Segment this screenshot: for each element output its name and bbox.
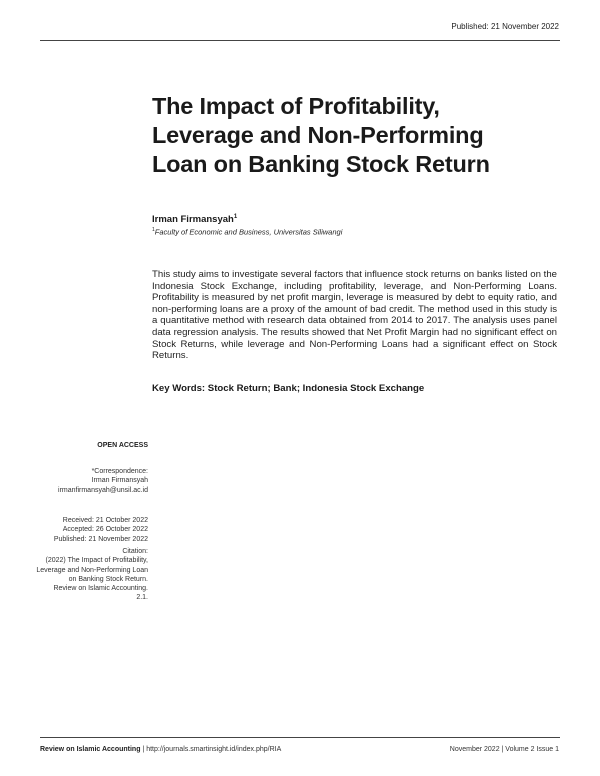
author-name: Irman Firmansyah xyxy=(152,214,234,226)
received-date: Received: 21 October 2022 xyxy=(62,517,148,524)
citation-line: (2022) The Impact of Profitability, xyxy=(45,557,148,565)
correspondence-email[interactable]: irmanfirmansyah@unsil.ac.id xyxy=(58,486,148,494)
author xyxy=(152,214,237,225)
citation-line: Review on Islamic Accounting. xyxy=(53,585,148,593)
affiliation-text: Faculty of Economic and Business, Universitas Siliwangi xyxy=(154,227,343,237)
citation-line: Leverage and Non-Performing Loan xyxy=(36,566,148,574)
citation-line: 2.1. xyxy=(136,594,148,602)
correspondence-label: *Correspondence: xyxy=(91,468,148,475)
author-marker: 1 xyxy=(233,214,238,220)
dates-block xyxy=(54,516,148,544)
footer-divider xyxy=(40,737,560,738)
citation-block xyxy=(36,547,148,603)
citation-line: on Banking Stock Return. xyxy=(68,575,148,583)
keywords: Key Words: Stock Return; Bank; Indonesia Stock Exchange xyxy=(152,383,425,394)
published-date: Published: 21 November 2022 xyxy=(451,22,559,31)
title-line: Loan on Banking Stock Return xyxy=(152,151,490,177)
journal-name: Review on Islamic Accounting xyxy=(40,746,141,753)
affiliation xyxy=(152,227,342,237)
footer-issue: November 2022 | Volume 2 Issue 1 xyxy=(449,746,559,753)
article-title xyxy=(152,92,552,179)
correspondence-name: Irman Firmansyah xyxy=(91,477,148,485)
affiliation-marker: 1 xyxy=(152,227,155,233)
accepted-date: Accepted: 26 October 2022 xyxy=(62,526,148,534)
header-divider xyxy=(40,40,560,41)
sidebar-published-date: Published: 21 November 2022 xyxy=(53,535,148,543)
title-line: Leverage and Non-Performing xyxy=(152,122,484,148)
abstract: This study aims to investigate several factors that influence stock returns on banks listed on the Indonesia Stock Exchange, including profitability, leverage, and Non-Performing Loans. Profitability is measured by net profit margin, leverage is measured by debt to equity ratio, and non-performing loans are a proxy of the amount of bad credit. The method used in this study is a quantitative method with research data obtained from 2014 to 2017. The analysis uses panel data regression analysis. The results showed that Net Profit Margin had no significant effect on Stock Returns, while leverage and Non-Performing Loans had a significant effect on Stock Returns. xyxy=(152,269,557,362)
footer-separator: | xyxy=(140,746,147,753)
correspondence-block xyxy=(58,467,148,495)
footer-journal xyxy=(40,746,281,753)
open-access-label: OPEN ACCESS xyxy=(97,442,148,449)
title-line: The Impact of Profitability, xyxy=(152,93,440,119)
journal-url[interactable]: http://journals.smartinsight.id/index.php/RIA xyxy=(146,746,282,753)
citation-line: Citation: xyxy=(122,548,148,555)
